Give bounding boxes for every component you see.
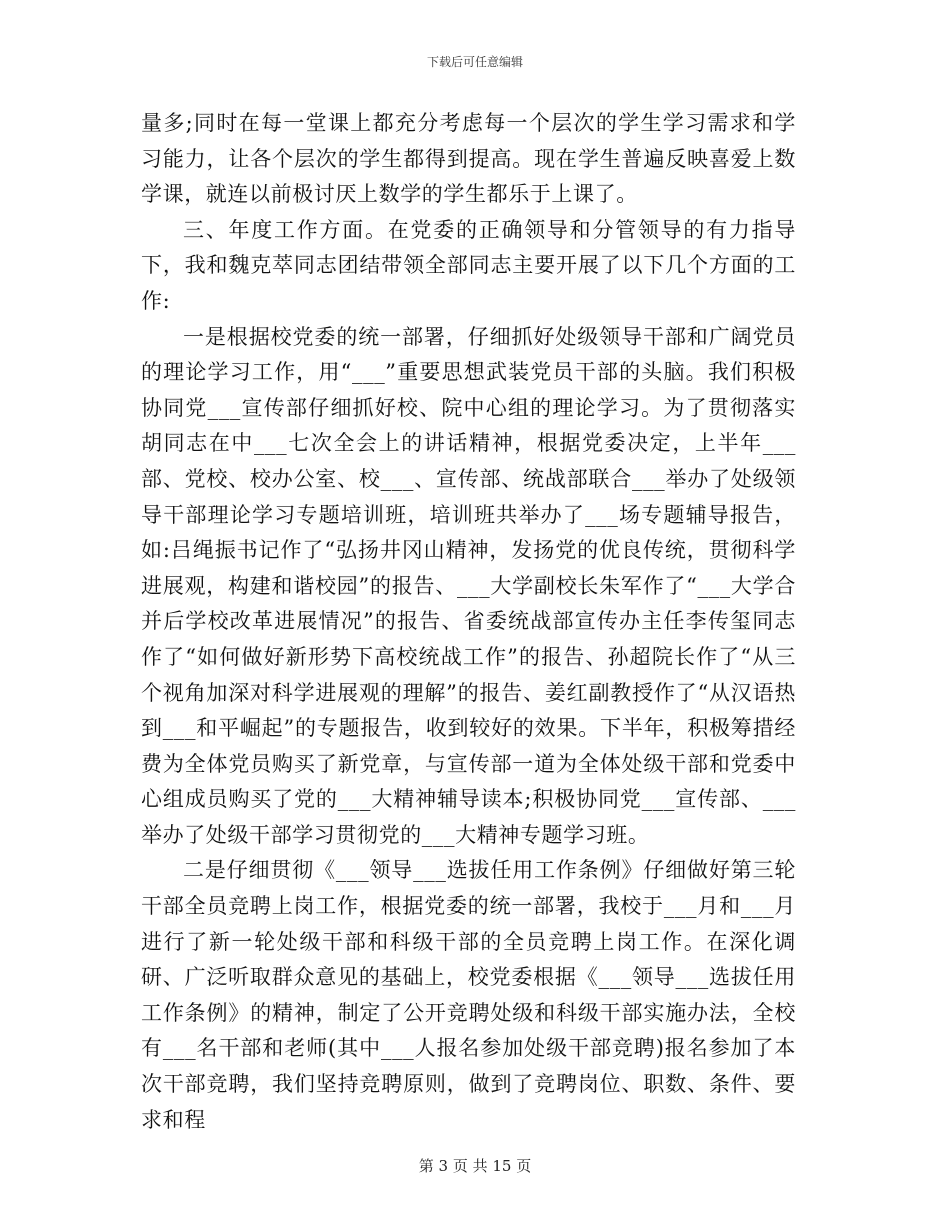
paragraph-section-three: 三、年度工作方面。在党委的正确领导和分管领导的有力指导下，我和魏克萃同志团结带领全部同志主要开展了以下几个方面的工作:	[141, 217, 796, 313]
paragraph-item-two: 二是仔细贯彻《___领导___选拔任用工作条例》仔细做好第三轮干部全员竞聘上岗工作，根据党委的统一部署，我校于___月和___月进行了新一轮处级干部和科级干部的全员竞聘上岗工作。在深化调研、广泛听取群众意见的基础上，校党委根据《___领导___选拔任用工作条例》的精神，制定了公开竞聘处级和科级干部实施办法，全校有___名干部和老师(其中___人报名参加处级干部竞聘)报名参加了本次干部竞聘，我们坚持竞聘原则，做到了竞聘岗位、职数、条件、要求和程	[141, 858, 796, 1132]
document-body	[141, 106, 796, 1138]
paragraph-continuation: 量多;同时在每一堂课上都充分考虑每一个层次的学生学习需求和学习能力，让各个层次的学生都得到提高。现在学生普遍反映喜爱上数学课，就连以前极讨厌上数学的学生都乐于上课了。	[141, 111, 796, 207]
header-note: 下载后可任意编辑	[426, 55, 523, 69]
page-number: 第 3 页 共 15 页	[418, 1157, 532, 1175]
paragraph-item-one: 一是根据校党委的统一部署，仔细抓好处级领导干部和广阔党员的理论学习工作，用“___”重要思想武装党员干部的头脑。我们积极协同党___宣传部仔细抓好校、院中心组的理论学习。为了贯彻落实胡同志在中___七次全会上的讲话精神，根据党委决定，上半年___部、党校、校办公室、校___、宣传部、统战部联合___举办了处级领导干部理论学习专题培训班，培训班共举办了___场专题辅导报告，如:吕绳振书记作了“弘扬井冈山精神，发扬党的优良传统，贯彻科学进展观，构建和谐校园”的报告、___大学副校长朱军作了“___大学合并后学校改革进展情况”的报告、省委统战部宣传办主任李传玺同志作了“如何做好新形势下高校统战工作”的报告、孙超院长作了“从三个视角加深对科学进展观的理解”的报告、姜红副教授作了“从汉语热到___和平崛起”的专题报告，收到较好的效果。下半年，积极筹措经费为全体党员购买了新党章，与宣传部一道为全体处级干部和党委中心组成员购买了党的___大精神辅导读本;积极协同党___宣传部、___举办了处级干部学习贯彻党的___大精神专题学习班。	[141, 324, 796, 847]
